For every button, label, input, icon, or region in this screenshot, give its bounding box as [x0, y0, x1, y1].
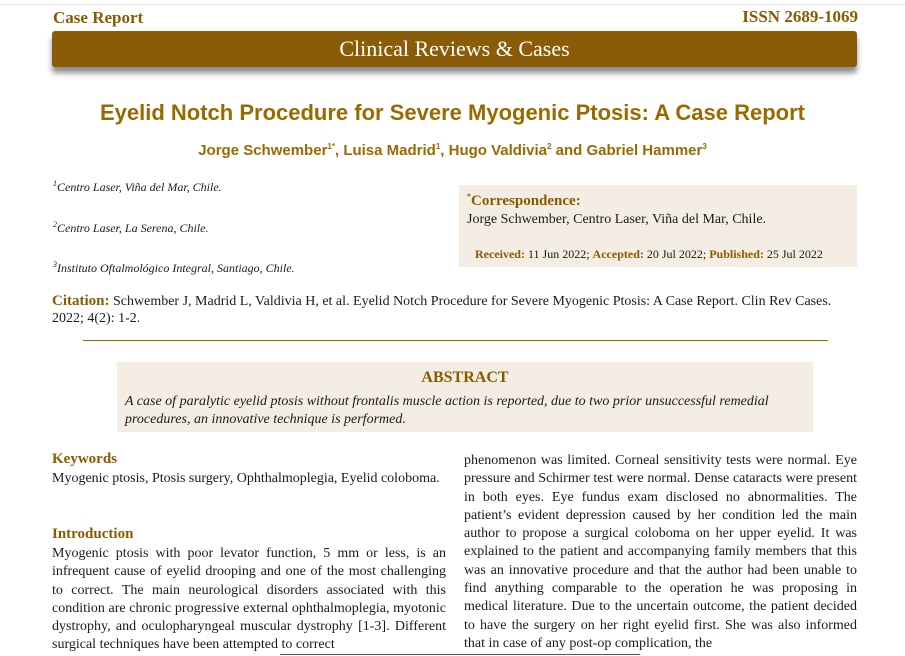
accepted-label: Accepted: — [592, 247, 644, 261]
abstract-text: A case of paralytic eyelid ptosis without frontalis muscle action is reported, due to two prior unsuccessful remedial procedures, an innovative technique is performed. — [125, 394, 769, 427]
affiliation-1 — [53, 179, 222, 195]
accepted-date: 20 Jul 2022; — [643, 247, 710, 261]
correspondence-label — [467, 192, 581, 210]
affiliation-sup: 3 — [53, 260, 57, 269]
author-name: Luisa Madrid — [343, 142, 436, 159]
published-date: 25 Jul 2022 — [763, 247, 823, 261]
divider — [83, 340, 828, 341]
author-sup: 1* — [327, 142, 335, 151]
author-sep: and — [551, 142, 587, 159]
citation-label: Citation: — [52, 293, 110, 309]
abstract-box — [117, 362, 813, 432]
article-title: Eyelid Notch Procedure for Severe Myogenic Ptosis: A Case Report — [99, 100, 805, 125]
author-name: Hugo Valdivia — [448, 142, 547, 159]
affiliation-2 — [53, 220, 208, 236]
affiliation-sup: 1 — [53, 179, 57, 188]
author-sup: 1 — [435, 142, 441, 151]
author-list — [0, 142, 905, 159]
article-type: Case Report — [53, 8, 144, 27]
bottom-rule — [280, 654, 640, 655]
keywords-text: Myogenic ptosis, Ptosis surgery, Ophthalmoplegia, Eyelid coloboma. — [52, 471, 440, 486]
correspondence-box — [459, 185, 857, 267]
top-border — [0, 4, 905, 5]
issn: ISSN 2689-1069 — [742, 7, 858, 26]
received-date: 11 Jun 2022; — [524, 247, 593, 261]
author-name: Jorge Schwember — [198, 142, 328, 159]
correspondence-sup: * — [467, 192, 471, 201]
author-sep: , — [440, 142, 449, 159]
affiliation-3 — [53, 260, 295, 276]
affiliation-text: Instituto Oftalmológico Integral, Santiago, Chile. — [57, 261, 295, 275]
received-label: Received: — [475, 247, 525, 261]
dates-line — [475, 247, 823, 262]
author-sup: 2 — [546, 142, 552, 151]
introduction-text: Myogenic ptosis with poor levator function, 5 mm or less, is an infrequent cause of eyelid drooping and one of the most challenging to correct. The main neurological disorders associated with this condition are chronic progressive external ophthalmoplegia, myotonic dystrophy, and oculopharyngeal muscular dystrophy [1-3]. Different surgical techniques have been attempted to correct — [52, 546, 446, 653]
correspondence-label-text: Correspondence: — [471, 193, 581, 209]
affiliation-text: Centro Laser, Viña del Mar, Chile. — [57, 180, 222, 194]
citation — [52, 293, 860, 327]
abstract-title: ABSTRACT — [421, 369, 509, 386]
author-sup: 3 — [702, 142, 707, 151]
correspondence-text: Jorge Schwember, Centro Laser, Viña del Mar, Chile. — [467, 212, 767, 227]
keywords-heading: Keywords — [52, 451, 117, 467]
author-sep: , — [334, 142, 344, 159]
citation-text: Schwember J, Madrid L, Valdivia H, et al. Eyelid Notch Procedure for Severe Myogenic Ptosis: A Case Report. Clin Rev Cases. 2022; 4(2): 1-2. — [52, 294, 832, 326]
journal-name: Clinical Reviews & Cases — [339, 36, 570, 61]
right-column-text: phenomenon was limited. Corneal sensitivity tests were normal. Eye pressure and Schirmer test were normal. Dense cataracts were present in both eyes. Eye fundus exam disclosed no abnormalities. The patient’s evident depression caused by her condition led the main author to propose a surgical coloboma on her upper eyelid. It was explained to the patient and accompanying family members that this was an innovative procedure and that the author had been unable to find anything comparable to the operation he was proposing in medical literature. Due to the uncertain outcome, the patient decided to have the surgery on her right eyelid first. She was also informed that in case of any post-op complication, the — [464, 453, 857, 651]
journal-banner — [52, 31, 857, 67]
affiliation-sup: 2 — [53, 220, 57, 229]
author-name: Gabriel Hammer — [586, 142, 703, 159]
published-label: Published: — [709, 247, 764, 261]
affiliation-text: Centro Laser, La Serena, Chile. — [57, 221, 209, 235]
introduction-heading: Introduction — [52, 526, 134, 542]
